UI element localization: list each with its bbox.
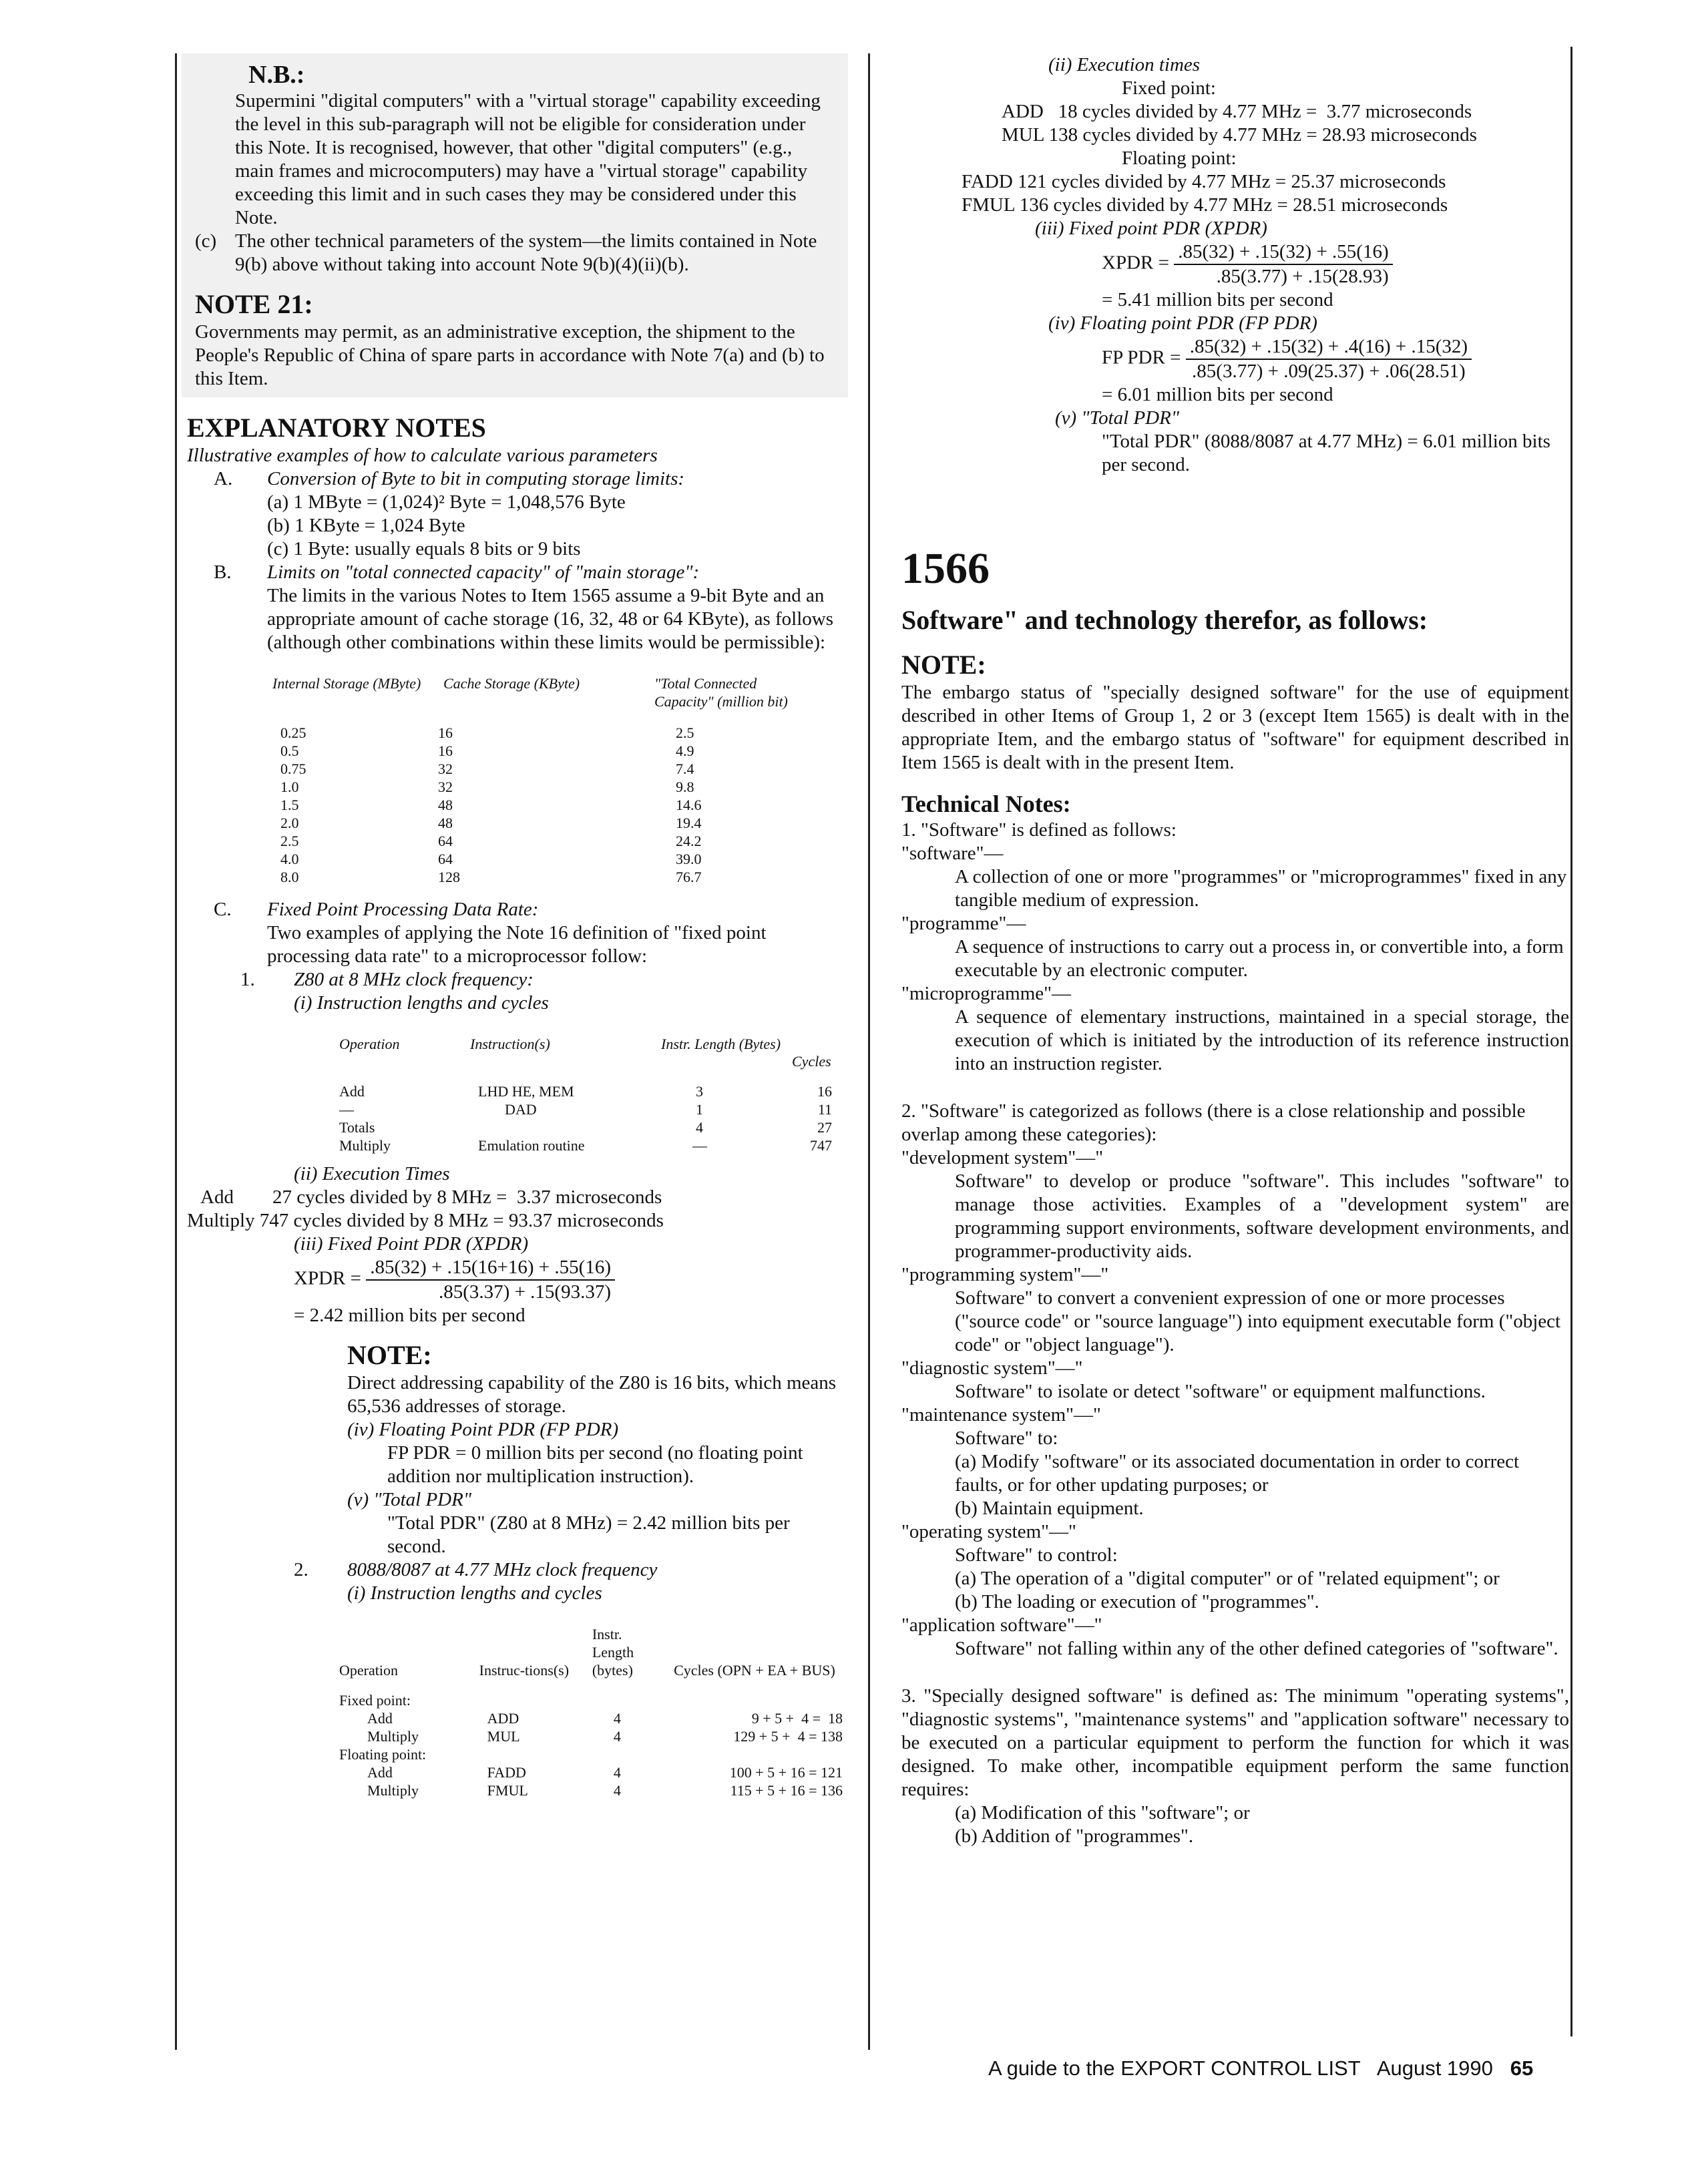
maint-system-b: (b) Maintain equipment. [955,1498,1144,1519]
c1-add-time: Add 27 cycles divided by 8 MHz = 3.37 microseconds [200,1186,662,1208]
c1-xpdr-denominator: .85(3.37) + .15(93.37) [439,1281,611,1303]
table-row [334,1781,848,1799]
z80-table-header: Cycles [792,1053,831,1070]
c1-iv: (iv) Floating Point PDR (FP PDR) [347,1419,619,1440]
z80-table [334,1035,837,1154]
z80-table-header: Operation [339,1036,400,1052]
c2-i: (i) Instruction lengths and cycles [347,1582,602,1604]
explanatory-subtitle: Illustrative examples of how to calculate various parameters [187,445,658,466]
c1-xpdr-result: = 2.42 million bits per second [294,1305,525,1326]
section-a-c: (c) 1 Byte: usually equals 8 bits or 9 bits [267,538,581,560]
z80-table-header: Instr. Length (Bytes) [661,1036,781,1052]
z80-table-header: Instruction(s) [470,1036,550,1052]
tn-1: 1. "Software" is defined as follows: [901,819,1177,841]
8088-table-header: Cycles (OPN + EA + BUS) [674,1662,835,1679]
table-cell: 4.0 [280,851,299,867]
c1-ii: (ii) Execution Times [294,1163,450,1184]
table-cell: 2.0 [280,815,299,831]
c1-xpdr-formula [187,1256,848,1304]
table-cell: Add [367,1764,393,1781]
table-row [334,1082,837,1100]
item-title: Software" and technology therefor, as follows: [901,605,1428,635]
c1-iii: (iii) Fixed Point PDR (XPDR) [294,1233,529,1255]
table-row [334,1100,837,1118]
8088-table-header: Instr. Length (bytes) [592,1626,634,1679]
table-cell: MUL [487,1728,520,1745]
c1-v-text: "Total PDR" (Z80 at 8 MHz) = 2.42 million bits per second. [387,1512,790,1557]
r-v: (v) "Total PDR" [1055,407,1179,429]
table-cell: 3 [696,1083,703,1100]
table-row [267,796,820,814]
r-iv: (iv) Floating point PDR (FP PDR) [1048,312,1317,334]
section-b-heading [187,561,848,584]
c1-heading [187,968,848,992]
table-cell: 24.2 [676,833,702,849]
dev-system-term: "development system"—" [901,1147,1104,1168]
8088-table [334,1625,848,1799]
app-software-term: "application software"—" [901,1614,1102,1636]
table-cell: 9.8 [676,779,694,795]
table-cell: 27 [817,1119,832,1136]
table-row [267,760,820,778]
nb-box [182,53,848,397]
diag-system-term: "diagnostic system"—" [901,1357,1083,1379]
section-b-label: B. [214,562,232,583]
right-column-rule [1570,47,1572,2036]
maint-system-a: (a) Modify "software" or its associated documentation in order to correct faults, or for other updating purposes; or [955,1451,1520,1496]
table-cell [474,1691,587,1709]
table-cell: Fixed point: [339,1692,411,1709]
table-row [267,868,820,886]
table-cell: 115 + 5 + 16 = 136 [730,1782,843,1799]
table-row [267,832,820,850]
table-cell: Totals [339,1119,375,1136]
section-b-title: Limits on "total connected capacity" of "main storage": [267,562,700,583]
item-c [195,230,835,276]
table-cell: 747 [810,1137,832,1154]
table-cell: Multiply [367,1782,419,1799]
table-row [334,1691,848,1709]
dev-system-def: Software" to develop or produce "software". This includes "software" to manage those activities. Examples of a "development system" are programming support environments, software development environments, and programmer-productivity aids. [955,1170,1569,1262]
table-cell: 1.0 [280,779,299,795]
column-divider [868,53,870,2050]
r-fp-lhs: FP PDR = [1102,347,1181,369]
left-column-rule [175,53,177,2050]
table-row [267,850,820,868]
r-fp-result: = 6.01 million bits per second [1102,384,1333,405]
table-cell: 16 [817,1083,832,1100]
c2-title: 8088/8087 at 4.77 MHz clock frequency [347,1559,658,1580]
table-cell: 7.4 [676,760,694,777]
programme-term: "programme"— [901,913,1026,934]
os-term: "operating system"—" [901,1521,1076,1542]
c2-heading [187,1558,848,1582]
c1-label: 1. [240,969,255,990]
storage-table-header: Internal Storage (MByte) [272,675,421,692]
table-cell: 4 [613,1782,621,1799]
table-cell [474,1745,587,1763]
storage-table-header: Cache Storage (KByte) [443,675,580,692]
section-a-heading [187,467,848,491]
table-cell: FMUL [487,1782,528,1799]
left-column [187,53,848,1807]
table-cell: 4.9 [676,742,694,759]
table-cell: — [339,1101,354,1118]
os-def: Software" to control: [955,1544,1118,1566]
table-cell: 48 [438,815,453,831]
item-number: 1566 [901,544,990,593]
explanatory-notes-title: EXPLANATORY NOTES [187,413,486,443]
r-xpdr-lhs: XPDR = [1102,252,1169,274]
table-cell: 2.5 [280,833,299,849]
section-a-label: A. [214,468,233,489]
app-software-def: Software" not falling within any of the other defined categories of "software". [955,1638,1558,1659]
section-a-title: Conversion of Byte to bit in computing storage limits: [267,468,685,489]
table-cell: 128 [438,869,460,885]
item-c-label: (c) [195,230,217,252]
tn-3: 3. "Specially designed software" is defined as: The minimum "operating systems", "diagnostic systems", "maintenance systems" and "application software" necessary to be executed on a particular equipment to perform the function for which it was designed. To make other, incompatible equipment perform the same function requires: [901,1685,1569,1800]
table-cell: 129 + 5 + 4 = 138 [733,1728,843,1745]
table-cell: 76.7 [676,869,702,885]
table-cell: 39.0 [676,851,702,867]
c1-iv-text: FP PDR = 0 million bits per second (no floating point addition nor multiplication instruction). [387,1442,803,1487]
r-floating-point: Floating point: [1122,148,1237,169]
table-cell: 0.25 [280,724,306,741]
table-cell [465,1118,656,1136]
table-cell: 2.5 [676,724,694,741]
table-row [334,1709,848,1727]
table-cell: FADD [487,1764,526,1781]
c1-xpdr-numerator: .85(32) + .15(16+16) + .55(16) [366,1256,615,1281]
table-cell: Floating point: [339,1746,427,1763]
r-v-text: "Total PDR" (8088/8087 at 4.77 MHz) = 6.01 million bits per second. [1102,431,1550,475]
8088-table-header: Instruc-tions(s) [479,1662,570,1679]
r-iii: (iii) Fixed point PDR (XPDR) [1035,218,1267,239]
os-b: (b) The loading or execution of "programmes". [955,1591,1319,1612]
table-cell: 1 [696,1101,703,1118]
r-fp-formula [901,335,1569,383]
table-cell: 16 [438,742,453,759]
table-row [334,1118,837,1136]
z80-note-text: Direct addressing capability of the Z80 is 16 bits, which means 65,536 addresses of storage. [347,1372,837,1417]
prog-system-term: "programming system"—" [901,1264,1109,1285]
footer-guide-title: A guide to the EXPORT CONTROL LIST [988,2056,1361,2080]
nb-title: N.B.: [248,61,305,89]
table-cell: 16 [438,724,453,741]
microprogramme-term: "microprogramme"— [901,983,1071,1004]
note21-text: Governments may permit, as an administrative exception, the shipment to the People's Republic of China of spare parts in accordance with Note 7(a) and (b) to this Item. [195,321,825,389]
table-cell: Add [367,1710,393,1727]
section-c-heading [187,898,848,921]
z80-note-title: NOTE: [347,1340,432,1370]
r-xpdr-formula [901,240,1569,288]
table-cell: Emulation routine [478,1137,585,1154]
note21-title: NOTE 21: [195,289,313,319]
r-add-time: ADD 18 cycles divided by 4.77 MHz = 3.77 microseconds [1002,101,1472,122]
tn-2: 2. "Software" is categorized as follows (there is a close relationship and possible overlap among these categories): [901,1100,1526,1145]
c1-xpdr-fraction [366,1256,615,1304]
technical-notes-title: Technical Notes: [901,791,1071,817]
footer-date: August 1990 [1376,2056,1493,2080]
table-row [334,1745,848,1763]
table-cell: Add [339,1083,365,1100]
footer-page-number: 65 [1510,2056,1534,2080]
table-cell: 1.5 [280,797,299,813]
c2-label: 2. [294,1559,308,1580]
c1-xpdr-lhs: XPDR = [294,1267,361,1289]
item-note-text: The embargo status of "specially designed software" for the use of equipment described in other Items of Group 1, 2 or 3 (except Item 1565) is dealt with in the appropriate Item, and the embargo status of "software" for equipment described in Item 1565 is dealt with in the present Item. [901,682,1569,773]
item-c-text: The other technical parameters of the system—the limits contained in Note 9(b) above without taking into account Note 9(b)(4)(ii)(b). [235,230,817,275]
r-fp-fraction [1186,335,1472,383]
table-cell: 100 + 5 + 16 = 121 [729,1764,843,1781]
r-fp-numerator: .85(32) + .15(32) + .4(16) + .15(32) [1186,335,1472,360]
table-cell: 64 [438,833,453,849]
table-cell: 14.6 [676,797,702,813]
table-cell: — [692,1137,707,1154]
right-column [901,53,1569,1848]
table-row [267,814,820,832]
table-cell: 48 [438,797,453,813]
table-row [267,778,820,796]
table-cell: DAD [505,1101,537,1118]
maint-system-term: "maintenance system"—" [901,1404,1101,1426]
table-cell: Multiply [367,1728,419,1745]
r-fadd-time: FADD 121 cycles divided by 4.77 MHz = 25.37 microseconds [962,171,1446,192]
table-cell: 32 [438,760,453,777]
table-row [334,1136,837,1154]
table-cell: 32 [438,779,453,795]
nb-text: Supermini "digital computers" with a "virtual storage" capability exceeding the level in this sub-paragraph will not be eligible for consideration under this Note. It is recognised, however, that other "digital computers" (e.g., main frames and microcomputers) may have a "virtual storage" capability exceeding this limit and in such cases they may be considered under this Note. [235,90,821,228]
table-row [267,742,820,760]
table-cell: 4 [613,1728,621,1745]
microprogramme-def: A sequence of elementary instructions, maintained in a special storage, the execution of which is initiated by the introduction of its reference instruction into an instruction register. [955,1006,1569,1074]
table-row [334,1763,848,1781]
software-term: "software"— [901,843,1004,864]
c1-v: (v) "Total PDR" [347,1489,471,1510]
section-a-b: (b) 1 KByte = 1,024 Byte [267,515,465,536]
table-cell: ADD [487,1710,519,1727]
table-cell: 0.5 [280,742,299,759]
storage-table-header: "Total Connected Capacity" (million bit) [654,675,788,710]
table-cell: 0.75 [280,760,306,777]
section-c-label: C. [214,899,232,920]
table-cell: 8.0 [280,869,299,885]
section-a-a: (a) 1 MByte = (1,024)² Byte = 1,048,576 Byte [267,491,626,513]
maint-system-def: Software" to: [955,1428,1058,1449]
tn-3-b: (b) Addition of "programmes". [955,1825,1194,1847]
table-cell: 64 [438,851,453,867]
r-xpdr-numerator: .85(32) + .15(32) + .55(16) [1174,240,1392,265]
table-cell [668,1691,848,1709]
table-cell: Multiply [339,1137,391,1154]
8088-table-header: Operation [339,1662,398,1679]
section-c-text: Two examples of applying the Note 16 definition of "fixed point processing data rate" to a microprocessor follow: [267,922,767,967]
diag-system-def: Software" to isolate or detect "software" or equipment malfunctions. [955,1381,1486,1402]
table-cell [587,1745,668,1763]
table-cell: 19.4 [676,815,702,831]
r-fixed-point: Fixed point: [1122,77,1216,99]
section-c-title: Fixed Point Processing Data Rate: [267,899,539,920]
section-b-text: The limits in the various Notes to Item 1565 assume a 9-bit Byte and an appropriate amount of cache storage (16, 32, 48 or 64 KByte), as follows (although other combinations within these limits would be permissible): [267,585,834,653]
table-cell: 4 [613,1710,621,1727]
c1-mul-time: Multiply 747 cycles divided by 8 MHz = 93.37 microseconds [187,1210,664,1231]
c1-title: Z80 at 8 MHz clock frequency: [294,969,534,990]
c1-i: (i) Instruction lengths and cycles [294,992,549,1014]
table-cell [587,1691,668,1709]
storage-table [267,674,820,886]
table-cell: 4 [613,1764,621,1781]
table-cell: 4 [696,1119,703,1136]
software-def: A collection of one or more "programmes" or "microprogrammes" fixed in any tangible medium of expression. [955,866,1567,911]
r-xpdr-fraction [1174,240,1392,288]
r-fp-denominator: .85(3.77) + .09(25.37) + .06(28.51) [1192,361,1466,382]
tn-3-a: (a) Modification of this "software"; or [955,1802,1250,1823]
r-ii: (ii) Execution times [1048,54,1201,75]
table-cell [668,1745,848,1763]
table-row [267,724,820,742]
prog-system-def: Software" to convert a convenient expression of one or more processes ("source code" or "source language") into equipment executable form ("object code" or "object language"). [955,1287,1561,1355]
item-note-title: NOTE: [901,650,986,680]
table-cell: 11 [817,1101,832,1118]
table-cell: 9 + 5 + 4 = 18 [751,1710,843,1727]
r-fmul-time: FMUL 136 cycles divided by 4.77 MHz = 28.51 microseconds [962,194,1448,216]
table-cell: LHD HE, MEM [478,1083,574,1100]
r-xpdr-result: = 5.41 million bits per second [1102,289,1333,310]
r-xpdr-denominator: .85(3.77) + .15(28.93) [1216,266,1389,287]
table-row [334,1727,848,1745]
r-mul-time: MUL 138 cycles divided by 4.77 MHz = 28.93 microseconds [1002,124,1477,146]
page-footer [988,2056,1533,2081]
programme-def: A sequence of instructions to carry out a process in, or convertible into, a form executable by an electronic computer. [955,936,1564,981]
os-a: (a) The operation of a "digital computer" or of "related equipment"; or [955,1568,1500,1589]
